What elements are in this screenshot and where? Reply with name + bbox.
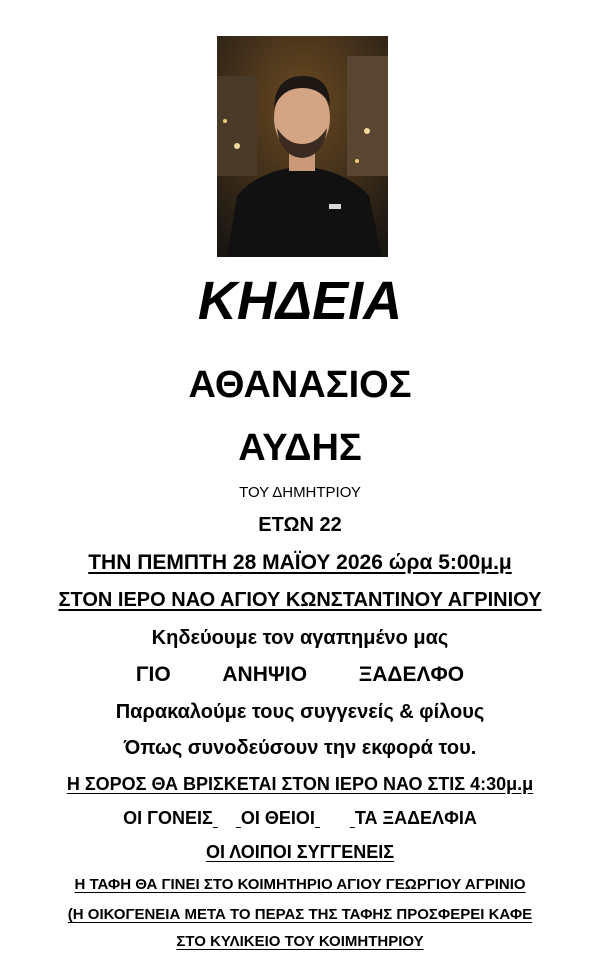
coffee-line-1: (Η ΟΙΚΟΓΕΝΕΙΑ ΜΕΤΑ ΤΟ ΠΕΡΑΣ ΤΗΣ ΤΑΦΗΣ ΠΡΟΣΦΕΡΕΙ ΚΑΦΕ: [67, 906, 533, 923]
relation-nephew: ΑΝΗΨΙΟ: [222, 663, 308, 686]
invite-line: Παρακαλούμε τους συγγενείς & φίλους: [115, 701, 485, 723]
age: ΕΤΩΝ 22: [258, 514, 342, 536]
burial-line: Η ΤΑΦΗ ΘΑ ΓΙΝΕΙ ΣΤΟ ΚΟΙΜΗΤΗΡΙΟ ΑΓΙΟΥ ΓΕΩΡΓΙΟΥ ΑΓΡΙΝΙΟ: [74, 876, 526, 893]
mourning-line: Κηδεύουμε τον αγαπημένο μας: [151, 627, 449, 649]
family-groups-line: [0, 808, 600, 829]
coffee-line-2: ΣΤΟ ΚΥΛΙΚΕΙΟ ΤΟΥ ΚΟΙΜΗΤΗΡΙΟΥ: [176, 933, 424, 950]
father-name: ΤΟΥ ΔΗΜΗΤΡΙΟΥ: [239, 484, 361, 501]
date-time-line: ΤΗΝ ΠΕΜΠΤΗ 28 ΜΑΪΟΥ 2026 ώρα 5:00μ.μ: [88, 551, 512, 574]
family-uncles: ΟΙ ΘΕΙΟΙ: [240, 808, 315, 828]
family-cousins: ΤΑ ΞΑΔΕΛΦΙΑ: [354, 808, 477, 828]
family-parents: ΟΙ ΓΟΝΕΙΣ: [123, 808, 213, 828]
other-relatives-line: ΟΙ ΛΟΙΠΟΙ ΣΥΓΓΕΝΕΙΣ: [205, 842, 395, 862]
relations-line: [0, 663, 600, 687]
portrait-icon: [217, 36, 388, 257]
escort-line: Όπως συνοδεύσουν την εκφορά του.: [123, 737, 477, 759]
first-name: ΑΘΑΝΑΣΙΟΣ: [188, 364, 412, 406]
funeral-heading: ΚΗΔΕΙΑ: [197, 271, 403, 331]
relation-cousin: ΞΑΔΕΛΦΟ: [358, 663, 465, 686]
relation-son: ΓΙΟ: [135, 663, 171, 686]
last-name: ΑΥΔΗΣ: [238, 427, 362, 469]
church-line: ΣΤΟΝ ΙΕΡΟ ΝΑΟ ΑΓΙΟΥ ΚΩΝΣΤΑΝΤΙΝΟΥ ΑΓΡΙΝΙΟΥ: [58, 589, 542, 611]
body-location-line: Η ΣΟΡΟΣ ΘΑ ΒΡΙΣΚΕΤΑΙ ΣΤΟΝ ΙΕΡΟ ΝΑΟ ΣΤΙΣ 4:30μ.μ: [66, 774, 534, 794]
deceased-photo: [217, 36, 388, 257]
